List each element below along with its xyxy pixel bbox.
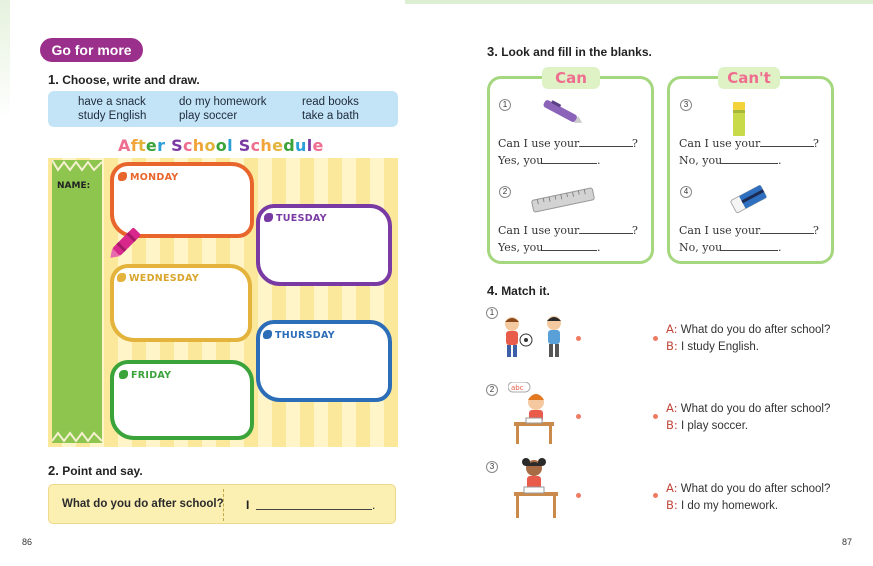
- answer-blank[interactable]: [542, 163, 597, 164]
- question-blank[interactable]: [760, 146, 814, 147]
- schedule-title-letter: l: [227, 136, 233, 155]
- match-dot-right[interactable]: [653, 414, 658, 419]
- match-number: 2: [486, 384, 498, 396]
- cant-tab: Can't: [718, 67, 780, 89]
- match-number: 3: [486, 461, 498, 473]
- kids-soccer-illustration: [498, 312, 576, 362]
- section-1-title: Choose, write and draw.: [62, 73, 200, 87]
- thursday-label: THURSDAY: [263, 330, 335, 341]
- schedule-title-letter: c: [182, 136, 193, 155]
- match-dot-left[interactable]: [576, 414, 581, 419]
- section-1-heading: [48, 72, 200, 87]
- dialogue-a: A: What do you do after school?: [666, 481, 831, 495]
- flower-icon: [119, 370, 128, 379]
- schedule-title-letter: e: [312, 136, 324, 155]
- zigzag-top-decoration: [52, 160, 102, 172]
- dialogue-b: B: I do my homework.: [666, 498, 779, 512]
- dialogue-b: B: I play soccer.: [666, 418, 749, 432]
- section-2-heading: [48, 463, 143, 478]
- schedule-title-letter: S: [238, 136, 251, 155]
- wednesday-label: WEDNESDAY: [117, 273, 199, 284]
- flower-icon: [264, 213, 273, 222]
- question-blank[interactable]: [579, 233, 633, 234]
- section-4-title: Match it.: [501, 284, 550, 298]
- match-dot-right[interactable]: [653, 493, 658, 498]
- word-option[interactable]: take a bath: [302, 110, 359, 122]
- schedule-title-letter: t: [137, 136, 146, 155]
- friday-label: FRIDAY: [119, 370, 171, 381]
- answer-text: Yes, you: [498, 241, 544, 254]
- question-text: Can I use your: [498, 137, 580, 150]
- section-4-heading: [487, 283, 550, 298]
- schedule-title: [118, 136, 328, 155]
- page-number-right: 87: [842, 537, 853, 547]
- answer-blank[interactable]: [542, 250, 597, 251]
- name-label: NAME:: [57, 181, 91, 191]
- question-mark: ?: [632, 137, 638, 150]
- zigzag-bottom-decoration: [52, 431, 102, 443]
- point-answer-start: I: [246, 498, 250, 512]
- section-3-title: Look and fill in the blanks.: [501, 45, 652, 59]
- schedule-title-letter: o: [215, 136, 228, 155]
- question-blank[interactable]: [760, 233, 814, 234]
- item-number: 2: [499, 186, 511, 198]
- item-number: 3: [680, 99, 692, 111]
- question-blank[interactable]: [579, 146, 633, 147]
- kid-studying-illustration: [508, 382, 562, 446]
- dialogue-a: A: What do you do after school?: [666, 322, 831, 336]
- question-text: Can I use your: [679, 224, 761, 237]
- answer-blank[interactable]: [256, 509, 372, 510]
- flower-icon: [117, 273, 126, 282]
- schedule-title-letter: e: [272, 136, 284, 155]
- item-number: 4: [680, 186, 692, 198]
- flower-icon: [263, 330, 272, 339]
- go-for-more-badge: Go for more: [40, 38, 143, 62]
- answer-blank[interactable]: [720, 163, 778, 164]
- page-number-left: 86: [22, 537, 33, 547]
- schedule-title-letter: d: [283, 136, 295, 155]
- answer-end: .: [778, 154, 782, 167]
- kid-homework-illustration: [510, 456, 564, 522]
- match-dot-left[interactable]: [576, 336, 581, 341]
- section-2-number: 2.: [48, 463, 59, 478]
- left-page: [0, 0, 436, 566]
- svg-text:abc: abc: [511, 384, 524, 392]
- flower-icon: [118, 172, 127, 181]
- word-option[interactable]: play soccer: [179, 110, 238, 122]
- answer-text: No, you: [679, 154, 723, 167]
- word-option[interactable]: have a snack: [78, 96, 146, 108]
- point-answer-end: .: [372, 498, 376, 512]
- section-1-number: 1.: [48, 72, 59, 87]
- schedule-title-letter: o: [204, 136, 216, 155]
- dialogue-a: A: What do you do after school?: [666, 401, 831, 415]
- name-bar: [52, 160, 102, 443]
- match-number: 1: [486, 307, 498, 319]
- answer-text: Yes, you: [498, 154, 544, 167]
- section-2-title: Point and say.: [62, 464, 143, 478]
- schedule-title-letter: c: [250, 136, 261, 155]
- section-4-number: 4.: [487, 283, 498, 298]
- match-dot-right[interactable]: [653, 336, 658, 341]
- answer-blank[interactable]: [720, 250, 778, 251]
- ruler-icon: [530, 186, 596, 214]
- schedule-title-letter: S: [171, 136, 183, 155]
- item-number: 1: [499, 99, 511, 111]
- monday-label: MONDAY: [118, 172, 179, 183]
- question-mark: ?: [632, 224, 638, 237]
- schedule-title-letter: l: [306, 136, 313, 155]
- right-page: [436, 0, 873, 566]
- answer-end: .: [597, 154, 601, 167]
- question-text: Can I use your: [679, 137, 761, 150]
- schedule-title-letter: f: [130, 136, 138, 155]
- schedule-title-letter: h: [192, 136, 205, 155]
- pen-icon: [538, 96, 586, 128]
- section-3-heading: [487, 44, 652, 59]
- glue-stick-icon: [732, 102, 746, 138]
- schedule-title-letter: A: [118, 136, 131, 155]
- question-mark: ?: [813, 224, 819, 237]
- question-text: Can I use your: [498, 224, 580, 237]
- schedule-title-letter: e: [145, 136, 158, 155]
- dialogue-b: B: I study English.: [666, 339, 759, 353]
- section-3-number: 3.: [487, 44, 498, 59]
- match-dot-left[interactable]: [576, 493, 581, 498]
- answer-end: .: [597, 241, 601, 254]
- eraser-icon: [728, 182, 770, 218]
- point-question: What do you do after school?: [62, 498, 224, 510]
- answer-text: No, you: [679, 241, 723, 254]
- schedule-title-letter: u: [294, 136, 307, 155]
- word-option[interactable]: read books: [302, 96, 359, 108]
- question-mark: ?: [813, 137, 819, 150]
- answer-end: .: [778, 241, 782, 254]
- schedule-title-letter: h: [260, 136, 273, 155]
- can-tab: Can: [542, 67, 600, 89]
- word-option[interactable]: study English: [78, 110, 147, 122]
- tuesday-label: TUESDAY: [264, 213, 327, 224]
- word-option[interactable]: do my homework: [179, 96, 267, 108]
- crayon-icon: [104, 218, 150, 266]
- schedule-title-letter: r: [157, 136, 166, 155]
